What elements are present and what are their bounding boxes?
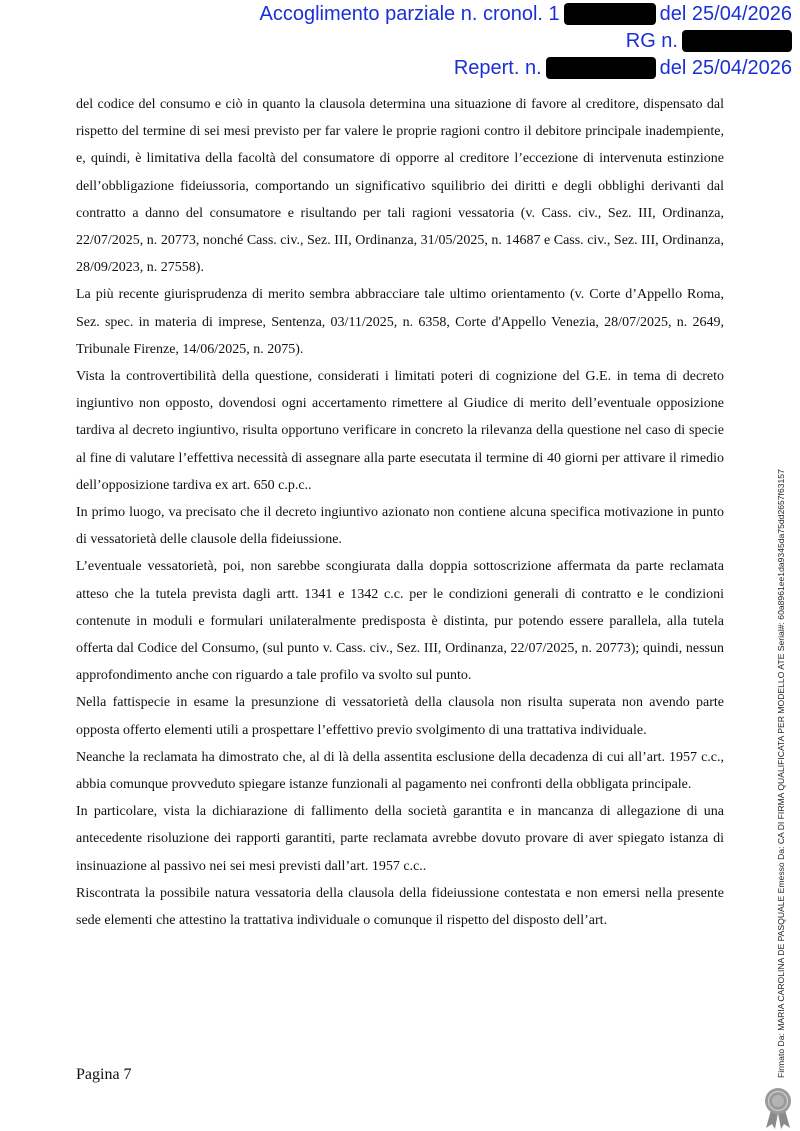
body-paragraph: Riscontrata la possibile natura vessatoria della clausola della fideiussione contestata e non emersi nella presente sede elementi che attestino la trattativa individuale o comunque il rispetto del disposto dell’art.: [76, 885, 724, 929]
body-paragraph: La più recente giurisprudenza di merito sembra abbracciare tale ultimo orientamento (v. Corte d’Appello Roma, Sez. spec. in materia di imprese, Sentenza, 03/11/2025, n. 6358, Corte d'Appello Venezia, 28/07/2025, n. 2649, Tribunale Firenze, 14/06/2025, n. 2075).: [76, 287, 724, 357]
redaction-bar: [564, 3, 656, 25]
body-paragraph: In particolare, vista la dichiarazione di fallimento della società garantita e in mancanza di allegazione di una antecedente risoluzione dei rapporti garantiti, parte reclamata avrebbe dovuto provare di aver spiegato istanza di insinuazione al passivo nei sei mesi previsti dall’art. 1957 c.c..: [76, 804, 724, 874]
certification-seal-icon: [760, 1086, 796, 1130]
header-cronol-date: del 25/04/2026: [659, 3, 792, 25]
document-body: [76, 91, 724, 934]
header-repert-label: Repert. n.: [453, 57, 542, 79]
body-paragraph: Vista la controvertibilità della questione, considerati i limitati poteri di cognizione del G.E. in tema di decreto ingiuntivo non opposto, dovendosi ogni accertamento rimettere al Giudice di merito dell’eventuale opposizione tardiva al decreto ingiuntivo, risulta opportuno verificare in concreto la rilevanza della questione nel caso di specie al fine di valutare l’effettiva necessità di assegnare alla parte esecutata il termine di 40 giorni per attivare il rimedio dell’opposizione tardiva ex art. 650 c.p.c..: [76, 369, 724, 493]
header-rg-label: RG n.: [625, 30, 678, 52]
redaction-bar: [546, 57, 656, 79]
digital-signature-strip: Firmato Da: MARIA CAROLINA DE PASQUALE Emesso Da: CA DI FIRMA QUALIFICATA PER MODELLO ATE Serial#: 60a8961ee1da9345da75dd2657f63157: [776, 469, 786, 1078]
header-line-repert: [454, 56, 792, 80]
header-line-cronol: [260, 2, 793, 26]
header-repert-date: del 25/04/2026: [659, 57, 792, 79]
body-paragraph: In primo luogo, va precisato che il decreto ingiuntivo azionato non contiene alcuna specifica motivazione in punto di vessatorietà delle clausole della fideiussione.: [76, 505, 724, 548]
page-number: Pagina 7: [76, 1066, 132, 1083]
body-paragraph: L’eventuale vessatorietà, poi, non sarebbe scongiurata dalla doppia sottoscrizione affermata da parte reclamata atteso che la tutela prevista dagli artt. 1341 e 1342 c.c. per le condizioni generali di contratto e le condizioni contenute in moduli e formulari unilateralmente predisposta è distinta, pur potendo essere parallela, alla tutela offerta dal Codice del Consumo, (sul punto v. Cass. civ., Sez. III, Ordinanza, 22/07/2025, n. 20773); quindi, nessun approfondimento anche con riguardo a tale profilo va svolto sul punto.: [76, 559, 724, 684]
registry-header: [0, 0, 800, 82]
body-paragraph: Neanche la reclamata ha dimostrato che, al di là della assentita esclusione della decadenza di cui all’art. 1957 c.c., abbia comunque provveduto spiegare istanze funzionali al pagamento nei confronti della obbligata principale.: [76, 749, 724, 793]
header-cronol-label: Accoglimento parziale n. cronol. 1: [259, 3, 560, 25]
body-paragraph: Nella fattispecie in esame la presunzione di vessatorietà della clausola non risulta superata non avendo parte opposta offerto elementi utili a prospettare l’effettivo previo svolgimento di una trattativa individuale.: [76, 695, 724, 738]
header-line-rg: [626, 29, 792, 53]
redaction-bar: [682, 30, 792, 52]
body-paragraph: del codice del consumo e ciò in quanto la clausola determina una situazione di favore al creditore, dispensato dal rispetto del termine di sei mesi previsto per far valere le proprie ragioni contro il debitore principale inadempiente, e, quindi, è limitativa della facoltà del consumatore di opporre al creditore l’eccezione di intervenuta estinzione dell’obbligazione fideiussoria, comportando un significativo squilibrio dei diritti e degli obblighi derivanti dal contratto a danno del consumatore e risultando per tali ragioni vessatoria (v. Cass. civ., Sez. III, Ordinanza, 22/07/2025, n. 20773, nonché Cass. civ., Sez. III, Ordinanza, 31/05/2025, n. 14687 e Cass. civ., Sez. III, Ordinanza, 28/09/2023, n. 27558).: [76, 97, 724, 276]
